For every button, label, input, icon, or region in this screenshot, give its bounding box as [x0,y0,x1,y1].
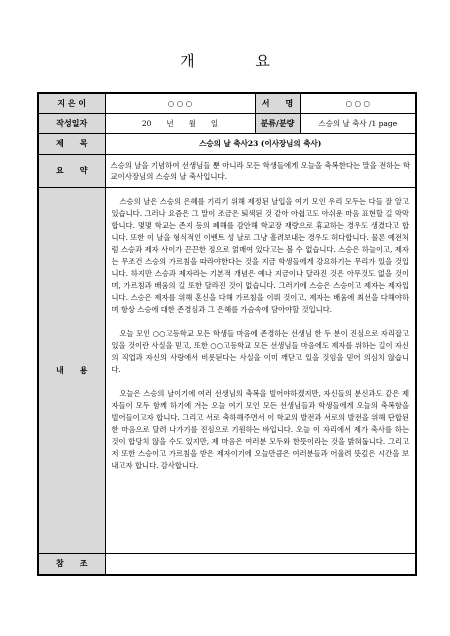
subject-row [38,133,416,154]
summary-value[interactable]: 스승의 날을 기념하여 선생님들 뿐 아니라 모든 학생들에게 오늘을 축복한다는 말을 전하는 학교이사장님의 스승의 날 축사입니다. [105,154,416,187]
subject-value[interactable]: 스승의 날 축사23 (이사장님의 축사) [105,133,416,154]
signature-value[interactable]: ○ ○ ○ [300,93,416,113]
author-value[interactable]: ○ ○ ○ [105,93,255,113]
page-title: 개 요 [180,52,298,70]
content-paragraph: 오늘 모인 ○○고등학교 모든 학생들 마음에 존경하는 선생님 한 두 분이 진심으로 자리잡고 있을 것이란 사실을 믿고, 또한 ○○고등학교 모든 선생님들 마음에도 제자를 위하는 길이 자신의 직업과 자신의 사랑에서 비롯된다는 사실을 이미 깨닫고 있을 것임을 믿어 의심치 않습니다. [111,328,409,374]
category-label: 분류/분량 [255,113,300,133]
date-value[interactable]: 20 년 월 일 [105,113,255,133]
summary-row [38,154,416,187]
category-value[interactable]: 스승의 날 축사 /1 page [300,113,416,133]
subject-label: 제 목 [38,133,105,154]
content-row [38,187,416,553]
reference-row [38,553,416,575]
author-row [38,93,416,113]
date-label: 작성일자 [38,113,105,133]
content-label: 내 용 [38,187,105,553]
summary-label: 요 약 [38,154,105,187]
content-paragraph: 오늘은 스승의 날이기에 여러 선생님의 축복을 빌어야하겠지만, 자신들의 분신과도 같은 제자들이 모두 함께 하기에 겨는 오늘 여기 모인 모든 선생님들과 학생들에게 오늘의 축복함을 빌어들이고자 합니다. 그리고 서로 축하해주면서 이 학교의 발전과 서로의 발전을 위해 단합된 한 마음으로 달려 나가기를 진심으로 기원하는 바입니다. 오늘 이 자리에서 제가 축사를 하는 것이 합당치 않을 수도 있지만, 제 마음은 여러분 모두와 한뜻이라는 것을 밝혀둡니다. 그리고 저 또한 스승이고 가르침을 받은 제자이기에 오늘만큼은 여러분들과 어울려 뜻깊은 시간을 보내고자 합니다. 감사합니다. [111,388,409,470]
signature-label: 서 명 [255,93,300,113]
content-body[interactable] [105,187,416,553]
content-paragraph: 스승의 날은 스승의 은혜를 기리기 위해 제정된 날입을 여기 모인 우리 모두는 다들 잘 알고 있습니다. 그러나 요즘은 그 말이 조금은 퇴색된 것 같아 아쉽고도 아쉬운 마음 표현할 길 막막합니다. 몇몇 학교는 존지 등의 폐해를 감안해 학교장 재량으로 휴교하는 경우도 생겼다고 합니다. 또한 이 날을 형식적인 이벤트 성 날로 그냥 흘려보내는 경우도 허다합니다. 물론 예전처럼 스승과 제자 사이가 끈끈한 정으로 얽매여 있다고는 볼 수 없습니다. 스승은 하늘이고, 제자는 무조건 스승의 가르침을 따라야한다는 것을 지금 학생들에게 강요하기는 무리가 있을 것입니다. 하지만 스승과 제자라는 기본적 개념은 예나 지금이나 달라진 것은 아무것도 없을 것이며, 가르침과 배움의 길 또한 달라진 것이 없습니다. 그러기에 스승은 스승이고 제자는 제자입니다. 스승은 제자를 위해 혼신을 다해 가르침을 이뤄 것이고, 제자는 배움에 최선을 다해야하며 항상 스승에 대한 존경심과 그 은혜를 가슴속에 담아야할 것입니다. [111,196,409,314]
overview-form-table [37,92,417,576]
reference-label: 참 조 [38,553,105,575]
date-row [38,113,416,133]
author-label: 지 은 이 [38,93,105,113]
reference-value[interactable] [105,553,416,575]
